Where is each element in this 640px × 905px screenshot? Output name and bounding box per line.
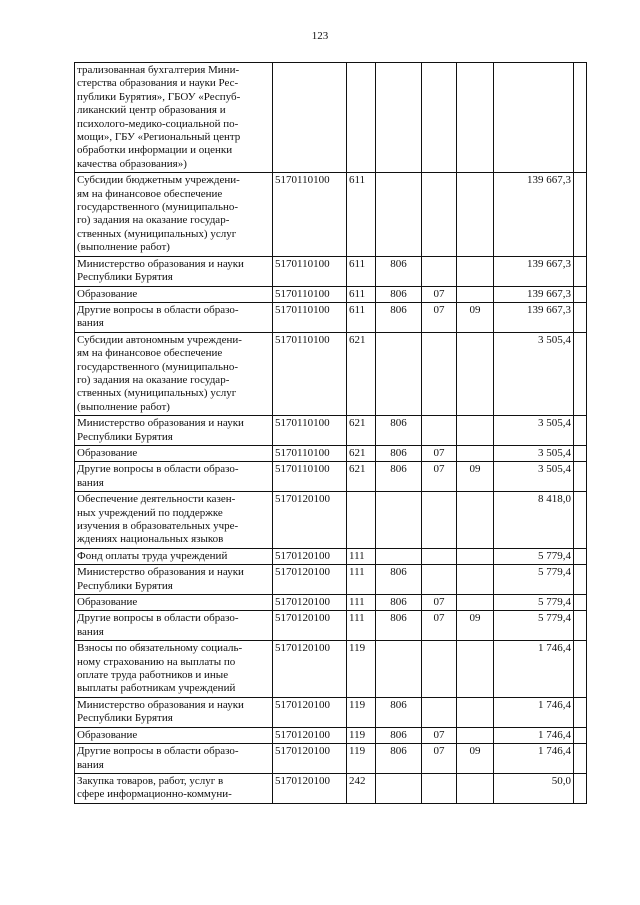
item-name-cell: Другие вопросы в области образо- вания: [75, 611, 273, 641]
item-name-cell: Образование: [75, 445, 273, 461]
ministry-code-cell: 806: [376, 445, 422, 461]
item-name-cell: Обеспечение деятельности казен- ных учреждений по поддержке изучения в образовательных учре- ждениях национальных языков: [75, 492, 273, 549]
expense-type-cell: 111: [347, 611, 376, 641]
subsection-code-cell: [457, 565, 494, 595]
extra-cell: [574, 302, 587, 332]
expense-type-cell: 119: [347, 727, 376, 743]
subsection-code-cell: [457, 595, 494, 611]
extra-cell: [574, 492, 587, 549]
section-code-cell: 07: [422, 595, 457, 611]
target-article-cell: 5170120100: [273, 727, 347, 743]
ministry-code-cell: [376, 492, 422, 549]
section-code-cell: [422, 565, 457, 595]
subsection-code-cell: [457, 445, 494, 461]
subsection-code-cell: [457, 416, 494, 446]
ministry-code-cell: [376, 63, 422, 173]
amount-cell: 139 667,3: [494, 286, 574, 302]
table-row: [75, 611, 587, 641]
page-number: 123: [311, 30, 329, 42]
amount-cell: 3 505,4: [494, 332, 574, 415]
amount-cell: 3 505,4: [494, 445, 574, 461]
item-name-cell: Субсидии автономным учреждени- ям на финансовое обеспечение государственного (муниципально- го) задания на оказание государ- ственных (муниципальных) услуг (выполнение работ): [75, 332, 273, 415]
amount-cell: 3 505,4: [494, 462, 574, 492]
table-row: [75, 641, 587, 698]
target-article-cell: 5170120100: [273, 492, 347, 549]
target-article-cell: 5170120100: [273, 565, 347, 595]
extra-cell: [574, 173, 587, 256]
expense-type-cell: 611: [347, 173, 376, 256]
item-name-cell: Образование: [75, 286, 273, 302]
extra-cell: [574, 727, 587, 743]
item-name-cell: Другие вопросы в области образо- вания: [75, 462, 273, 492]
extra-cell: [574, 744, 587, 774]
expense-type-cell: [347, 492, 376, 549]
ministry-code-cell: 806: [376, 697, 422, 727]
ministry-code-cell: 806: [376, 595, 422, 611]
amount-cell: 139 667,3: [494, 256, 574, 286]
amount-cell: [494, 63, 574, 173]
subsection-code-cell: 09: [457, 302, 494, 332]
subsection-code-cell: [457, 256, 494, 286]
expense-type-cell: 611: [347, 286, 376, 302]
section-code-cell: [422, 173, 457, 256]
ministry-code-cell: 806: [376, 565, 422, 595]
target-article-cell: 5170120100: [273, 548, 347, 564]
table-row: [75, 445, 587, 461]
extra-cell: [574, 445, 587, 461]
amount-cell: 1 746,4: [494, 641, 574, 698]
amount-cell: 8 418,0: [494, 492, 574, 549]
table-row: [75, 744, 587, 774]
target-article-cell: 5170110100: [273, 286, 347, 302]
table-row: [75, 595, 587, 611]
ministry-code-cell: [376, 548, 422, 564]
extra-cell: [574, 416, 587, 446]
section-code-cell: 07: [422, 286, 457, 302]
section-code-cell: [422, 63, 457, 173]
target-article-cell: 5170120100: [273, 611, 347, 641]
amount-cell: 1 746,4: [494, 727, 574, 743]
target-article-cell: 5170110100: [273, 256, 347, 286]
table-row: [75, 63, 587, 173]
extra-cell: [574, 332, 587, 415]
target-article-cell: 5170120100: [273, 697, 347, 727]
expense-type-cell: 111: [347, 548, 376, 564]
extra-cell: [574, 595, 587, 611]
section-code-cell: [422, 416, 457, 446]
expense-type-cell: 621: [347, 445, 376, 461]
expense-type-cell: 611: [347, 302, 376, 332]
section-code-cell: 07: [422, 727, 457, 743]
section-code-cell: 07: [422, 302, 457, 332]
item-name-cell: трализованная бухгалтерия Мини- стерства образования и науки Рес- публики Бурятия», ГБОУ «Респуб- ликанский центр образования и психолого-медико-социальной по- мощи», ГБУ «Региональный центр обработки информации и оценки качества образования»): [75, 63, 273, 173]
target-article-cell: 5170110100: [273, 332, 347, 415]
amount-cell: 50,0: [494, 773, 574, 803]
ministry-code-cell: 806: [376, 611, 422, 641]
table-row: [75, 416, 587, 446]
ministry-code-cell: 806: [376, 256, 422, 286]
section-code-cell: 07: [422, 462, 457, 492]
amount-cell: 1 746,4: [494, 744, 574, 774]
target-article-cell: 5170110100: [273, 445, 347, 461]
target-article-cell: 5170120100: [273, 595, 347, 611]
ministry-code-cell: 806: [376, 416, 422, 446]
extra-cell: [574, 462, 587, 492]
amount-cell: 5 779,4: [494, 565, 574, 595]
target-article-cell: 5170110100: [273, 416, 347, 446]
subsection-code-cell: [457, 286, 494, 302]
expense-type-cell: 119: [347, 744, 376, 774]
expense-type-cell: 119: [347, 697, 376, 727]
section-code-cell: [422, 256, 457, 286]
item-name-cell: Закупка товаров, работ, услуг в сфере информационно-коммуни-: [75, 773, 273, 803]
item-name-cell: Министерство образования и науки Республики Бурятия: [75, 256, 273, 286]
ministry-code-cell: 806: [376, 462, 422, 492]
table-row: [75, 462, 587, 492]
target-article-cell: 5170110100: [273, 462, 347, 492]
subsection-code-cell: 09: [457, 462, 494, 492]
budget-table: [74, 62, 587, 804]
amount-cell: 1 746,4: [494, 697, 574, 727]
subsection-code-cell: [457, 63, 494, 173]
ministry-code-cell: 806: [376, 302, 422, 332]
extra-cell: [574, 63, 587, 173]
item-name-cell: Другие вопросы в области образо- вания: [75, 744, 273, 774]
amount-cell: 5 779,4: [494, 611, 574, 641]
subsection-code-cell: [457, 727, 494, 743]
table-row: [75, 548, 587, 564]
subsection-code-cell: [457, 332, 494, 415]
subsection-code-cell: [457, 173, 494, 256]
expense-type-cell: 111: [347, 565, 376, 595]
table-row: [75, 256, 587, 286]
item-name-cell: Образование: [75, 595, 273, 611]
item-name-cell: Министерство образования и науки Республики Бурятия: [75, 697, 273, 727]
extra-cell: [574, 773, 587, 803]
section-code-cell: 07: [422, 445, 457, 461]
extra-cell: [574, 611, 587, 641]
ministry-code-cell: [376, 173, 422, 256]
table-row: [75, 697, 587, 727]
ministry-code-cell: 806: [376, 744, 422, 774]
extra-cell: [574, 641, 587, 698]
ministry-code-cell: [376, 332, 422, 415]
expense-type-cell: 611: [347, 256, 376, 286]
target-article-cell: 5170120100: [273, 641, 347, 698]
item-name-cell: Образование: [75, 727, 273, 743]
section-code-cell: [422, 492, 457, 549]
ministry-code-cell: 806: [376, 727, 422, 743]
section-code-cell: [422, 697, 457, 727]
target-article-cell: 5170120100: [273, 744, 347, 774]
subsection-code-cell: [457, 697, 494, 727]
item-name-cell: Другие вопросы в области образо- вания: [75, 302, 273, 332]
ministry-code-cell: 806: [376, 286, 422, 302]
amount-cell: 3 505,4: [494, 416, 574, 446]
item-name-cell: Взносы по обязательному социаль- ному страхованию на выплаты по оплате труда работников и иные выплаты работникам учреждений: [75, 641, 273, 698]
section-code-cell: [422, 548, 457, 564]
budget-table-body: [75, 63, 587, 804]
expense-type-cell: 621: [347, 332, 376, 415]
table-row: [75, 332, 587, 415]
extra-cell: [574, 548, 587, 564]
amount-cell: 139 667,3: [494, 173, 574, 256]
target-article-cell: 5170120100: [273, 773, 347, 803]
table-row: [75, 492, 587, 549]
section-code-cell: [422, 773, 457, 803]
item-name-cell: Министерство образования и науки Республики Бурятия: [75, 565, 273, 595]
section-code-cell: 07: [422, 744, 457, 774]
extra-cell: [574, 697, 587, 727]
table-row: [75, 773, 587, 803]
target-article-cell: 5170110100: [273, 173, 347, 256]
amount-cell: 139 667,3: [494, 302, 574, 332]
subsection-code-cell: [457, 548, 494, 564]
section-code-cell: 07: [422, 611, 457, 641]
item-name-cell: Субсидии бюджетным учреждени- ям на финансовое обеспечение государственного (муниципально- го) задания на оказание государ- ственных (муниципальных) услуг (выполнение работ): [75, 173, 273, 256]
table-row: [75, 286, 587, 302]
amount-cell: 5 779,4: [494, 595, 574, 611]
extra-cell: [574, 286, 587, 302]
target-article-cell: 5170110100: [273, 302, 347, 332]
item-name-cell: Фонд оплаты труда учреждений: [75, 548, 273, 564]
target-article-cell: [273, 63, 347, 173]
amount-cell: 5 779,4: [494, 548, 574, 564]
expense-type-cell: 242: [347, 773, 376, 803]
subsection-code-cell: 09: [457, 611, 494, 641]
item-name-cell: Министерство образования и науки Республики Бурятия: [75, 416, 273, 446]
extra-cell: [574, 565, 587, 595]
table-row: [75, 173, 587, 256]
table-row: [75, 565, 587, 595]
subsection-code-cell: [457, 641, 494, 698]
section-code-cell: [422, 641, 457, 698]
table-row: [75, 727, 587, 743]
subsection-code-cell: 09: [457, 744, 494, 774]
expense-type-cell: 621: [347, 462, 376, 492]
expense-type-cell: 621: [347, 416, 376, 446]
table-row: [75, 302, 587, 332]
expense-type-cell: 119: [347, 641, 376, 698]
extra-cell: [574, 256, 587, 286]
subsection-code-cell: [457, 492, 494, 549]
expense-type-cell: [347, 63, 376, 173]
subsection-code-cell: [457, 773, 494, 803]
ministry-code-cell: [376, 641, 422, 698]
ministry-code-cell: [376, 773, 422, 803]
section-code-cell: [422, 332, 457, 415]
expense-type-cell: 111: [347, 595, 376, 611]
